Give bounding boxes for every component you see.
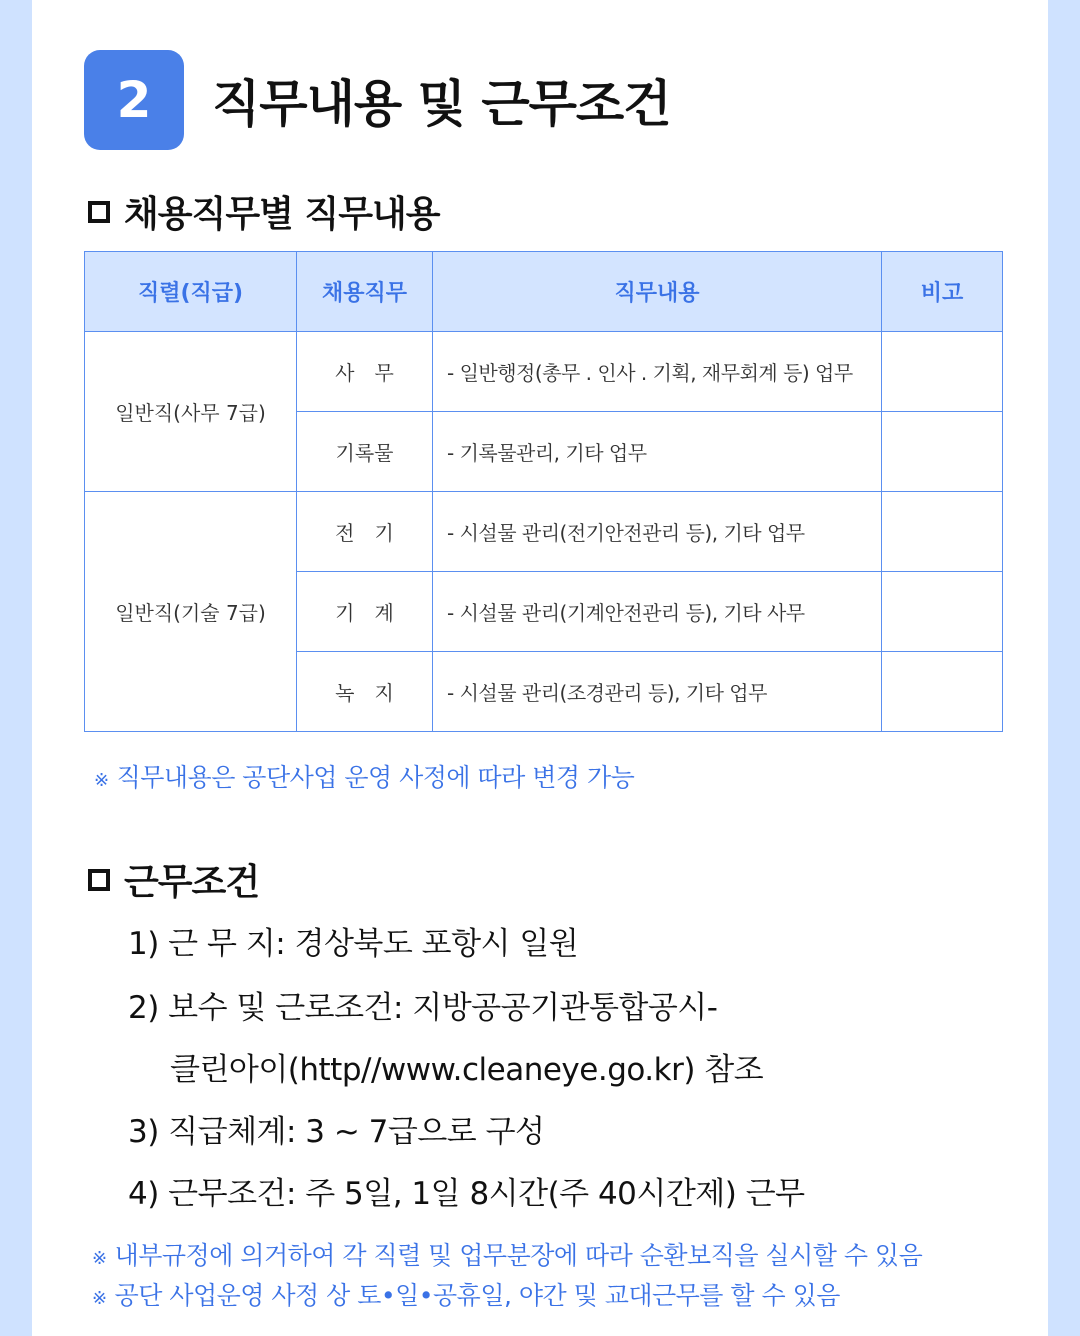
duties-heading [88, 186, 440, 237]
document-sheet [32, 0, 1048, 1336]
note-cell [882, 332, 1003, 412]
condition-item-continued: 클린아이(http//www.cleaneye.go.kr) 참조 [170, 1052, 764, 1088]
section-header [84, 50, 671, 150]
note-cell [882, 572, 1003, 652]
note-cell [882, 412, 1003, 492]
reference-mark-icon: ※ [92, 1288, 107, 1309]
duties-note [94, 758, 634, 794]
column-header: 직무내용 [433, 252, 882, 332]
conditions-note [92, 1236, 922, 1272]
column-header: 비고 [882, 252, 1003, 332]
square-bullet-icon [88, 201, 110, 223]
series-cell: 일반직(기술 7급) [85, 492, 297, 732]
condition-item: 2) 보수 및 근로조건: 지방공공기관통합공시- [128, 990, 718, 1026]
content-cell: - 시설물 관리(조경관리 등), 기타 업무 [433, 652, 882, 732]
content-cell: - 시설물 관리(기계안전관리 등), 기타 사무 [433, 572, 882, 652]
column-header: 직렬(직급) [85, 252, 297, 332]
condition-item: 1) 근 무 지: 경상북도 포항시 일원 [128, 926, 579, 962]
conditions-note-text: 공단 사업운영 사정 상 토•일•공휴일, 야간 및 교대근무를 할 수 있음 [114, 1281, 840, 1310]
duties-heading-text: 채용직무별 직무내용 [124, 194, 440, 235]
note-cell [882, 652, 1003, 732]
content-cell: - 시설물 관리(전기안전관리 등), 기타 업무 [433, 492, 882, 572]
job-cell: 기록물 [297, 412, 433, 492]
condition-item: 4) 근무조건: 주 5일, 1일 8시간(주 40시간제) 근무 [128, 1176, 805, 1212]
column-header: 채용직무 [297, 252, 433, 332]
section-title: 직무내용 및 근무조건 [212, 75, 671, 133]
reference-mark-icon: ※ [92, 1248, 107, 1269]
condition-item: 3) 직급체계: 3 ~ 7급으로 구성 [128, 1114, 545, 1150]
conditions-note-text: 내부규정에 의거하여 각 직렬 및 업무분장에 따라 순환보직을 실시할 수 있음 [114, 1241, 923, 1270]
section-number-badge: 2 [84, 50, 184, 150]
table-row [85, 332, 1003, 412]
job-cell: 전 기 [297, 492, 433, 572]
content-cell: - 기록물관리, 기타 업무 [433, 412, 882, 492]
square-bullet-icon [88, 869, 110, 891]
content-cell: - 일반행정(총무 . 인사 . 기획, 재무회계 등) 업무 [433, 332, 882, 412]
conditions-heading [88, 854, 259, 905]
job-cell: 기 계 [297, 572, 433, 652]
duties-table [84, 251, 1003, 732]
job-cell: 녹 지 [297, 652, 433, 732]
conditions-note [92, 1276, 840, 1312]
duties-note-text: 직무내용은 공단사업 운영 사정에 따라 변경 가능 [116, 763, 635, 792]
job-cell: 사 무 [297, 332, 433, 412]
note-cell [882, 492, 1003, 572]
reference-mark-icon: ※ [94, 770, 109, 791]
table-header-row [85, 252, 1003, 332]
table-row [85, 492, 1003, 572]
conditions-heading-text: 근무조건 [124, 862, 260, 903]
series-cell: 일반직(사무 7급) [85, 332, 297, 492]
